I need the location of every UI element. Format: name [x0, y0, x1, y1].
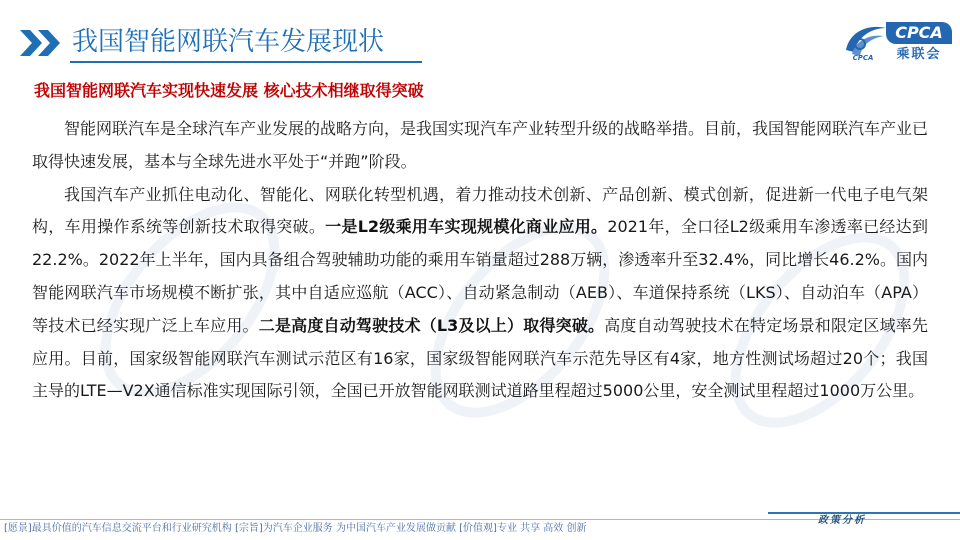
footer-section-label: 政策分析 — [818, 515, 866, 526]
paragraph-2-intro: 我国汽车产业抓住电动化、智能化、网联化转型机遇，着力推动技术创新、产品创新、模式创新，促进新一代电子电气架构，车用操作系统等创新技术取得突破。 — [32, 184, 928, 237]
logo-chinese-name: 乘联会 — [896, 47, 942, 62]
footer-mission-text: [愿景]最具价值的汽车信息交流平台和行业研究机构 [宗旨]为汽车企业服务 为中国汽车产业发展做贡献 [价值观]专业 共享 高效 创新 — [4, 523, 587, 534]
title-underline — [70, 61, 422, 63]
double-chevron-icon — [20, 30, 64, 56]
paragraph-2 — [32, 179, 928, 409]
paragraph-1: 智能网联汽车是全球汽车产业发展的战略方向，是我国实现汽车产业转型升级的战略举措。目前，我国智能网联汽车产业已取得快速发展，基本与全球先进水平处于“并跑”阶段。 — [32, 119, 929, 171]
paragraph-2-l2-detail: 2021年，全口径L2级乘用车渗透率已经达到22.2%。2022年上半年，国内具备组合驾驶辅助功能的乘用车销量超过288万辆，渗透率升至32.4%，同比增长46.2%。国内智能网联汽车市场规模不断扩张，其中自适应巡航（ACC）、自动紧急制动（AEB）、车道保持系统（LKS）、自动泊车（APA）等技术已经实现广泛上车应用。 — [32, 217, 928, 335]
logo-text: CPCA — [886, 22, 952, 44]
footer-divider — [0, 519, 960, 520]
paragraph-2-l3-detail: 高度自动驾驶技术在特定场景和限定区域率先应用。目前，国家级智能网联汽车测试示范区有16家，国家级智能网联汽车示范先导区有4家，地方性测试场超过20个；我国主导的LTE—V2X通信标准实现国际引领，全国已开放智能网联测试道路里程超过5000公里，安全测试里程超过1000万公里。 — [32, 315, 928, 401]
highlight-l3: 二是高度自动驾驶技术（L3及以上）取得突破。 — [258, 315, 605, 335]
logo-subtext: CPCA — [852, 54, 874, 62]
section-heading: 我国智能网联汽车实现快速发展 核心技术相继取得突破 — [34, 81, 424, 100]
highlight-l2: 一是L2级乘用车实现规模化商业应用。 — [325, 217, 608, 237]
body-text — [32, 113, 928, 408]
page-title: 我国智能网联汽车发展现状 — [72, 27, 385, 57]
